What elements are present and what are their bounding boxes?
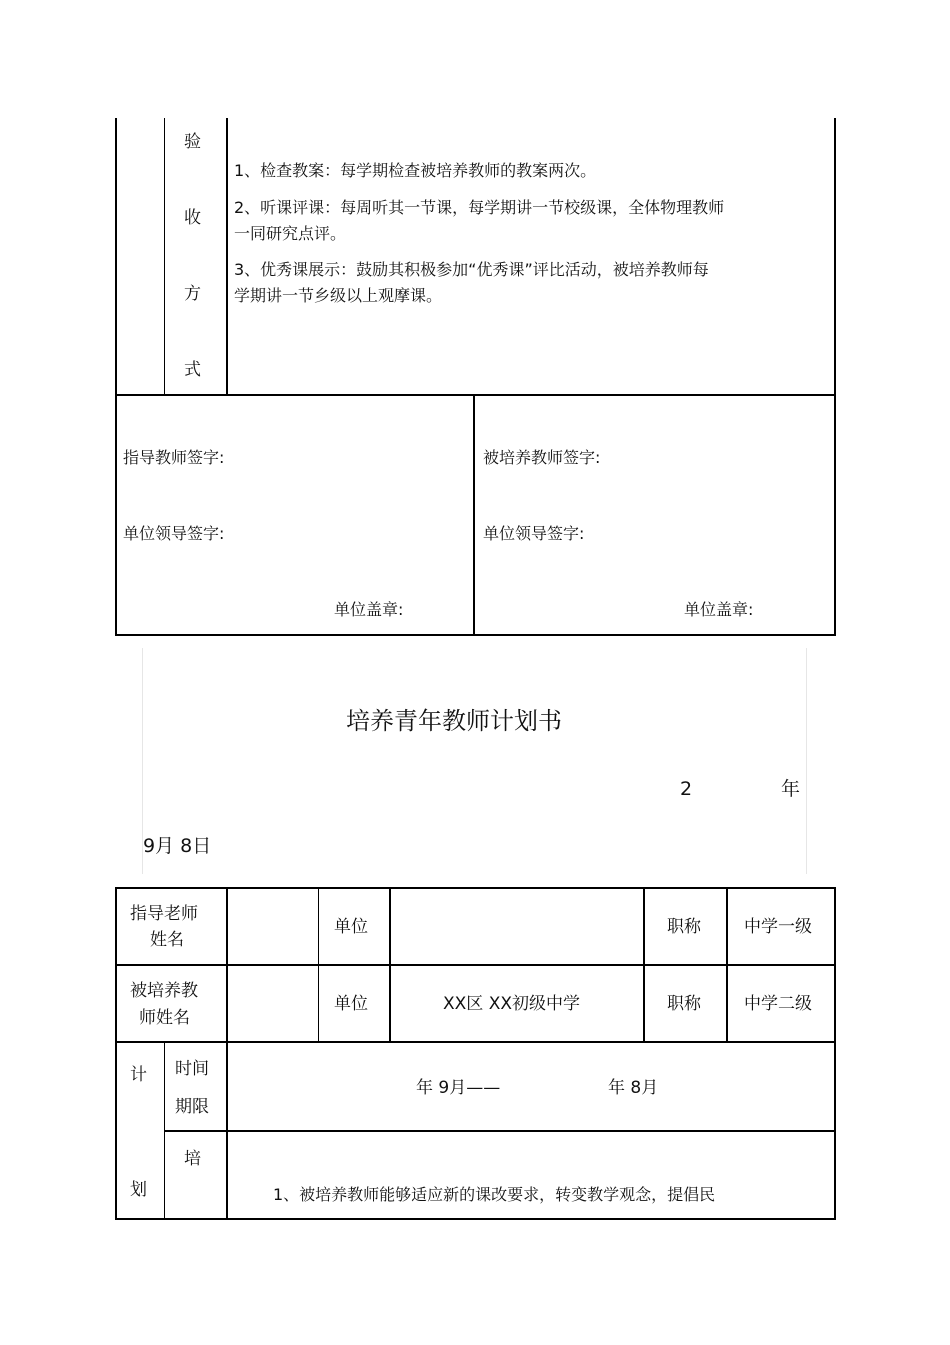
acceptance-item-cont: 一同研究点评。 (234, 224, 347, 243)
table-divider (226, 118, 228, 395)
table-border-left (115, 887, 117, 1220)
table-divider (726, 887, 728, 1043)
trainee-name-label: 师姓名 (139, 1008, 190, 1028)
leader-signature-label: 单位领导签字: (483, 524, 585, 543)
mentor-name-label: 指导老师 (130, 904, 198, 924)
table-border-left (115, 118, 117, 636)
faint-border (806, 648, 807, 874)
acceptance-item: 3、优秀课展示：鼓励其积极参加“优秀课”评比活动，被培养教师每 (234, 260, 709, 279)
table-divider (164, 1130, 836, 1132)
trainee-title-value: 中学二级 (744, 994, 812, 1014)
acceptance-item: 2、听课评课：每周听其一节课，每学期讲一节校级课，全体物理教师 (234, 198, 725, 217)
date-month-day: 9月 8日 (143, 835, 212, 857)
time-limit-label: 时间 (175, 1059, 209, 1079)
title-label: 职称 (667, 917, 701, 937)
section-label-char: 式 (184, 360, 201, 380)
table-border-bottom (115, 1218, 836, 1220)
unit-seal-label: 单位盖章: (684, 600, 754, 619)
table-divider (389, 887, 391, 1043)
section-label-char: 收 (184, 208, 201, 228)
mentor-title-value: 中学一级 (744, 917, 812, 937)
leader-signature-label: 单位领导签字: (123, 524, 225, 543)
table-divider (473, 394, 475, 636)
table-divider (318, 887, 319, 1043)
page-title: 培养青年教师计划书 (346, 707, 562, 735)
date-year-label: 年 (781, 778, 801, 800)
trainee-signature-label: 被培养教师签字: (483, 448, 601, 467)
time-start-value: 年 9月—— (416, 1078, 501, 1098)
table-border-right (834, 118, 836, 636)
mentor-signature-label: 指导教师签字: (123, 448, 225, 467)
table-border-right (834, 887, 836, 1220)
train-label-char: 培 (184, 1149, 201, 1169)
acceptance-item: 1、检查教案：每学期检查被培养教师的教案两次。 (234, 161, 597, 180)
section-label-char: 验 (184, 132, 201, 152)
section-label-char: 方 (184, 284, 201, 304)
mentor-name-label: 姓名 (150, 930, 184, 950)
table-divider (643, 887, 645, 1043)
table-border-bottom (115, 634, 836, 636)
date-year-prefix: 2 (680, 778, 693, 800)
unit-label: 单位 (334, 917, 368, 937)
plan-label-char: 计 (130, 1065, 147, 1085)
plan-label-char: 划 (130, 1180, 147, 1200)
table-divider (164, 1041, 165, 1220)
table-divider (226, 887, 228, 1043)
train-item: 1、被培养教师能够适应新的课改要求，转变教学观念，提倡民 (273, 1185, 716, 1204)
unit-label: 单位 (334, 994, 368, 1014)
trainee-unit-value: XX区 XX初级中学 (443, 994, 580, 1014)
time-limit-label: 期限 (175, 1097, 209, 1117)
table-divider (226, 1041, 228, 1220)
acceptance-item-cont: 学期讲一节乡级以上观摩课。 (234, 286, 443, 305)
unit-seal-label: 单位盖章: (334, 600, 404, 619)
trainee-name-label: 被培养教 (130, 981, 198, 1001)
title-label: 职称 (667, 994, 701, 1014)
table-divider (115, 394, 836, 396)
table-divider (164, 118, 165, 395)
time-end-value: 年 8月 (608, 1078, 659, 1098)
